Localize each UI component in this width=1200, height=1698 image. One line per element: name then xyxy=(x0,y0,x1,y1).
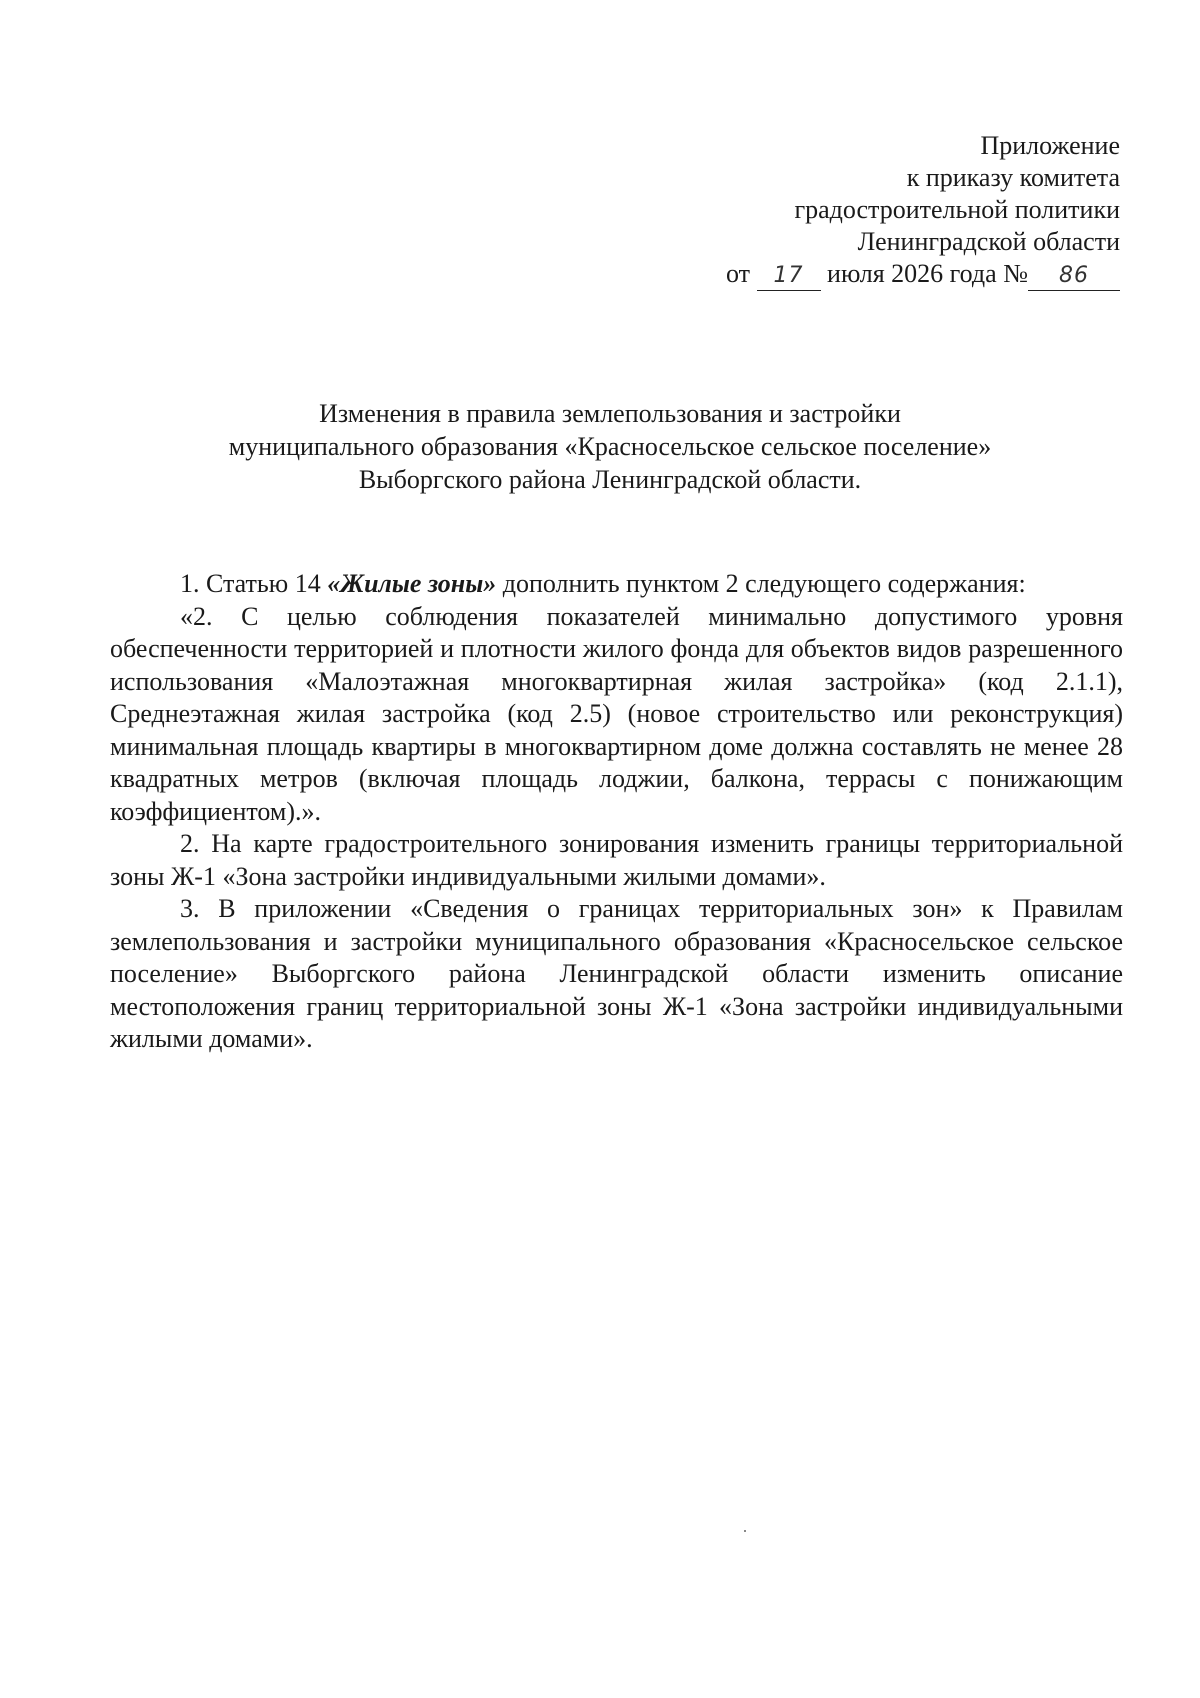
appendix-line-2: к приказу комитета xyxy=(906,163,1120,192)
appendix-date-line xyxy=(620,258,1120,291)
date-prefix: от xyxy=(726,259,751,288)
scan-speck xyxy=(744,1530,746,1532)
appendix-line-4: Ленинградской области xyxy=(857,227,1120,256)
handwritten-day: 17 xyxy=(757,262,821,291)
paragraph-1-start: 1. Статью 14 xyxy=(180,569,328,598)
document-title xyxy=(120,397,1100,496)
document-body xyxy=(110,568,1123,1056)
appendix-line-1: Приложение xyxy=(980,131,1120,160)
handwritten-order-number: 86 xyxy=(1028,262,1120,291)
date-middle: июля 2026 года № xyxy=(827,259,1028,288)
appendix-line-3: градостроительной политики xyxy=(794,195,1120,224)
paragraph-1-end: дополнить пунктом 2 следующего содержания: xyxy=(496,569,1026,598)
paragraph-3: 2. На карте градостроительного зонирования изменить границы территориальной зоны Ж-1 «Зона застройки индивидуальными жилыми домами». xyxy=(110,829,1123,891)
paragraph-2: «2. С целью соблюдения показателей минимально допустимого уровня обеспеченности территорией и плотности жилого фонда для объектов видов разрешенного использования «Малоэтажная многоквартирная жилая застройка» (код 2.1.1), Среднеэтажная жилая застройка (код 2.5) (новое строительство или реконструкция) минимальная площадь квартиры в многоквартирном доме должна составлять не менее 28 квадратных метров (включая площадь лоджии, балкона, террасы с понижающим коэффициентом).». xyxy=(110,601,1123,826)
appendix-header xyxy=(620,130,1120,291)
paragraph-1-bold: «Жилые зоны» xyxy=(327,569,497,598)
title-line-3: Выборгского района Ленинградской области. xyxy=(358,465,862,494)
title-line-1: Изменения в правила землепользования и застройки xyxy=(319,399,901,428)
paragraph-1 xyxy=(110,568,1123,601)
title-line-2: муниципального образования «Красносельское сельское поселение» xyxy=(228,432,992,461)
paragraph-4: 3. В приложении «Сведения о границах территориальных зон» к Правилам землепользования и застройки муниципального образования «Красносельское сельское поселение» Выборгского района Ленинградской области изменить описание местоположения границ территориальной зоны Ж-1 «Зона застройки индивидуальными жилыми домами». xyxy=(110,894,1123,1053)
